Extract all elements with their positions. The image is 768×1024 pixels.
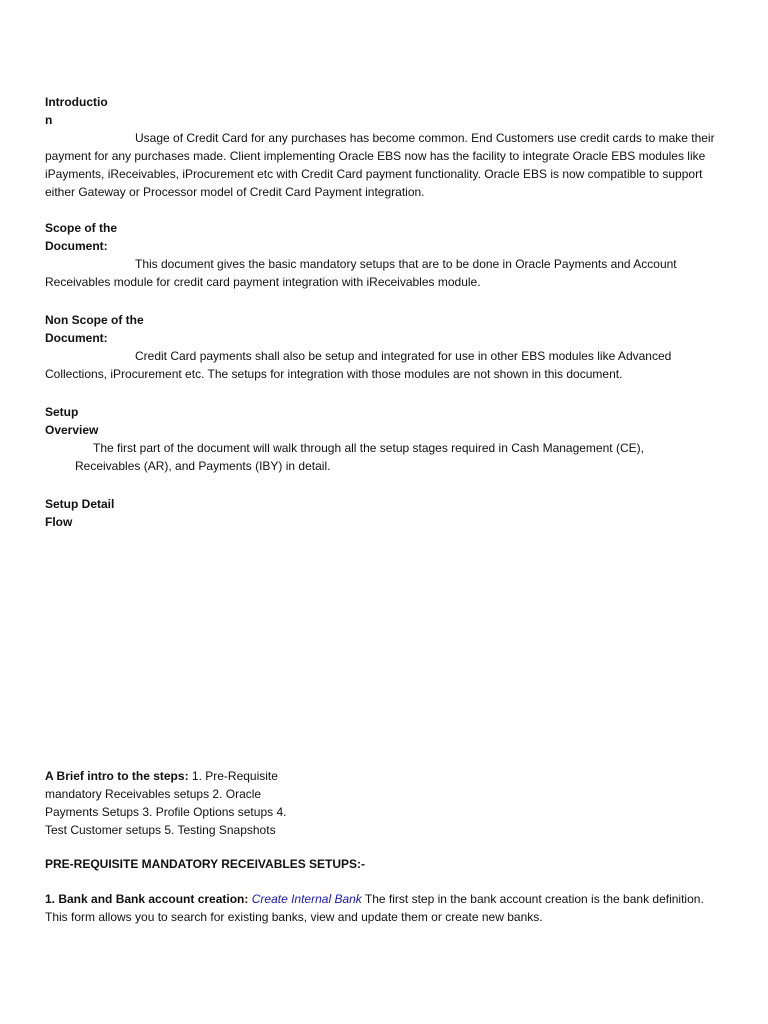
setup-overview-section — [45, 403, 675, 475]
setup-detail-section — [45, 495, 114, 531]
introduction-body: Usage of Credit Card for any purchases has become common. End Customers use credit cards to make their payment for any purchases made. Client implementing Oracle EBS now has the facility to integrate Oracle EBS modules like iPayments, iReceivables, iProcurement etc with Credit Card payment functionality. Oracle EBS is now compatible to support either Gateway or Processor model of Credit Card Payment integration. — [45, 131, 715, 199]
introduction-heading-line2: n — [45, 113, 53, 127]
setup-detail-heading-line2: Flow — [45, 515, 73, 529]
prereq-heading: PRE-REQUISITE MANDATORY RECEIVABLES SETUPS:- — [45, 857, 366, 871]
bank-section-text: The first step in the bank account creation is the bank definition. This form allows you to search for existing banks, view and update them or create new banks. — [45, 892, 704, 924]
create-internal-bank-link[interactable]: Create Internal Bank — [251, 892, 362, 906]
scope-section — [45, 219, 715, 291]
prereq-heading-wrapper — [45, 855, 705, 873]
scope-body: This document gives the basic mandatory setups that are to be done in Oracle Payments and Account Receivables module for credit card payment integration with iReceivables module. — [45, 257, 677, 289]
introduction-heading-line1: Introductio — [45, 95, 108, 109]
brief-intro-text: 1. Pre-Requisite mandatory Receivables setups 2. Oracle Payments Setups 3. Profile Options setups 4. Test Customer setups 5. Testing Snapshots — [45, 769, 287, 837]
scope-heading-line1: Scope of the — [45, 221, 118, 235]
setup-overview-heading-line2: Overview — [45, 423, 99, 437]
setup-overview-heading-line1: Setup — [45, 405, 79, 419]
introduction-section — [45, 93, 715, 201]
non-scope-body: Credit Card payments shall also be setup and integrated for use in other EBS modules like Advanced Collections, iProcurement etc. The setups for integration with those modules are not shown in this document. — [45, 349, 672, 381]
scope-heading-line2: Document: — [45, 239, 108, 253]
setup-overview-body: The first part of the document will walk through all the setup stages required in Cash Management (CE), Receivables (AR), and Payments (IBY) in detail. — [75, 441, 644, 473]
bank-section-paragraph — [45, 890, 705, 926]
brief-intro-paragraph — [45, 767, 307, 839]
setup-detail-heading-line1: Setup Detail — [45, 497, 115, 511]
non-scope-section — [45, 311, 715, 383]
brief-intro-label: A Brief intro to the steps: — [45, 769, 189, 783]
non-scope-heading-line1: Non Scope of the — [45, 313, 144, 327]
bank-section-label: 1. Bank and Bank account creation: — [45, 892, 249, 906]
non-scope-heading-line2: Document: — [45, 331, 108, 345]
